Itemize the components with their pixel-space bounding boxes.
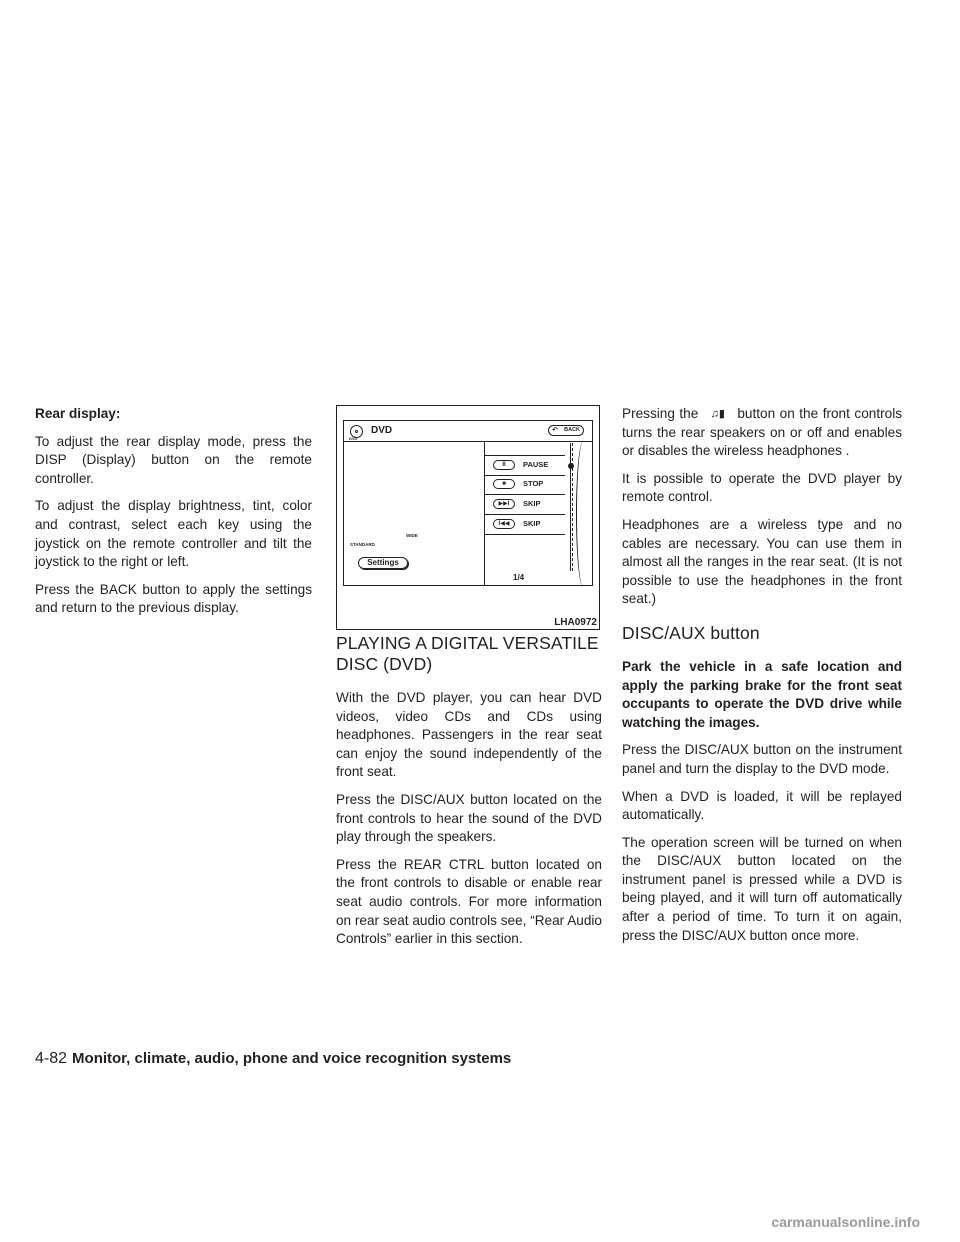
paragraph: With the DVD player, you can hear DVD videos, video CDs and CDs using headphones. Passengers in the rear seat can enjoy the sound independently of the front seat. [336, 690, 602, 780]
settings-button[interactable]: Settings [358, 557, 408, 569]
playback-menu [484, 441, 565, 586]
paragraph: Press the DISC/AUX button located on the front controls to hear the sound of the DVD play through the speakers. [336, 791, 602, 845]
stop-icon: ■ [493, 479, 515, 489]
page-footer [35, 1050, 511, 1068]
scrollbar[interactable] [566, 443, 576, 571]
left-column [35, 405, 312, 627]
menu-item-label: SKIP [523, 519, 541, 528]
screen-title: DVD [371, 425, 393, 436]
menu-item-stop[interactable] [485, 475, 565, 495]
paragraph: When a DVD is loaded, it will be replayed automatically. [622, 788, 902, 823]
menu-item-pause[interactable] [485, 455, 565, 476]
paragraph: Headphones are a wireless type and no cables are necessary. You can use them in almost all the ranges in the rear seat. (It is not possible to use the headphones in the front seat.) [622, 516, 902, 607]
paragraph: To adjust the display brightness, tint, color and contrast, select each key using the joystick on the remote controller and tilt the joystick to the right or left. [35, 498, 312, 570]
menu-item-skip-forward[interactable] [485, 495, 565, 515]
back-button-label: BACK [564, 427, 580, 433]
paragraph: Press the DISC/AUX button on the instrument panel and turn the display to the DVD mode. [622, 742, 902, 776]
scroll-thumb[interactable] [568, 463, 574, 469]
menu-item-skip-back[interactable] [485, 515, 565, 535]
skip-back-icon: I◀◀ [493, 519, 515, 529]
paragraph: It is possible to operate the DVD player by remote control. [622, 470, 902, 505]
pause-icon: II [493, 460, 515, 470]
wide-label: WIDE [406, 533, 418, 538]
paragraph: Press the BACK button to apply the settings and return to the previous display. [35, 581, 312, 616]
skip-forward-icon: ▶▶I [493, 499, 515, 509]
paragraph: Press the REAR CTRL button located on the front controls to disable or enable rear seat audio controls. For more information on rear seat audio controls see, “Rear Audio Controls” earlier in this section. [336, 856, 602, 947]
back-button[interactable] [548, 425, 584, 436]
dvd-screen [343, 420, 593, 586]
screen-header [344, 421, 592, 442]
screen-curve-decoration [576, 441, 594, 587]
paragraph: The operation screen will be turned on when the DISC/AUX button located on the instrument panel is pressed while a DVD is being played, and it will turn off automatically after a period of time. To turn it on again, press the DISC/AUX button once more. [622, 834, 902, 943]
page-number: 4-82 [35, 1050, 68, 1067]
headphone-speaker-icon: ♫▮ [710, 408, 725, 420]
dvd-screen-figure [336, 405, 600, 630]
page-indicator: 1/4 [513, 573, 525, 582]
back-arrow-icon: ↶ [552, 427, 558, 434]
warning-text: Park the vehicle in a safe location and apply the parking brake for the front seat occupants to operate the DVD drive while watching the images. [622, 658, 902, 730]
figure-code: LHA0972 [554, 617, 597, 628]
paragraph-speaker-button [622, 405, 902, 461]
section-title-disc-aux: DISC/AUX button [622, 622, 760, 643]
pressing-after: button on the front controls turns the rear speakers on or off and enables or disables the wireless headphones . [622, 406, 903, 459]
standard-label: STANDARD [350, 542, 375, 547]
section-title-dvd: PLAYING A DIGITAL VERSATILE DISC (DVD) [336, 633, 599, 674]
chapter-title: Monitor, climate, audio, phone and voice recognition systems [72, 1050, 512, 1067]
pressing-before: Pressing the [622, 406, 699, 421]
middle-column [336, 633, 602, 958]
menu-item-label: STOP [523, 479, 544, 488]
right-column [622, 405, 902, 954]
disc-icon-label: DVD [349, 436, 358, 441]
rear-display-heading: Rear display: [35, 406, 121, 421]
watermark: carmanualsonline.info [771, 1214, 920, 1230]
menu-item-label: PAUSE [523, 460, 549, 469]
menu-item-label: SKIP [523, 499, 541, 508]
paragraph: To adjust the rear display mode, press the DISP (Display) button on the remote controller. [35, 433, 312, 486]
